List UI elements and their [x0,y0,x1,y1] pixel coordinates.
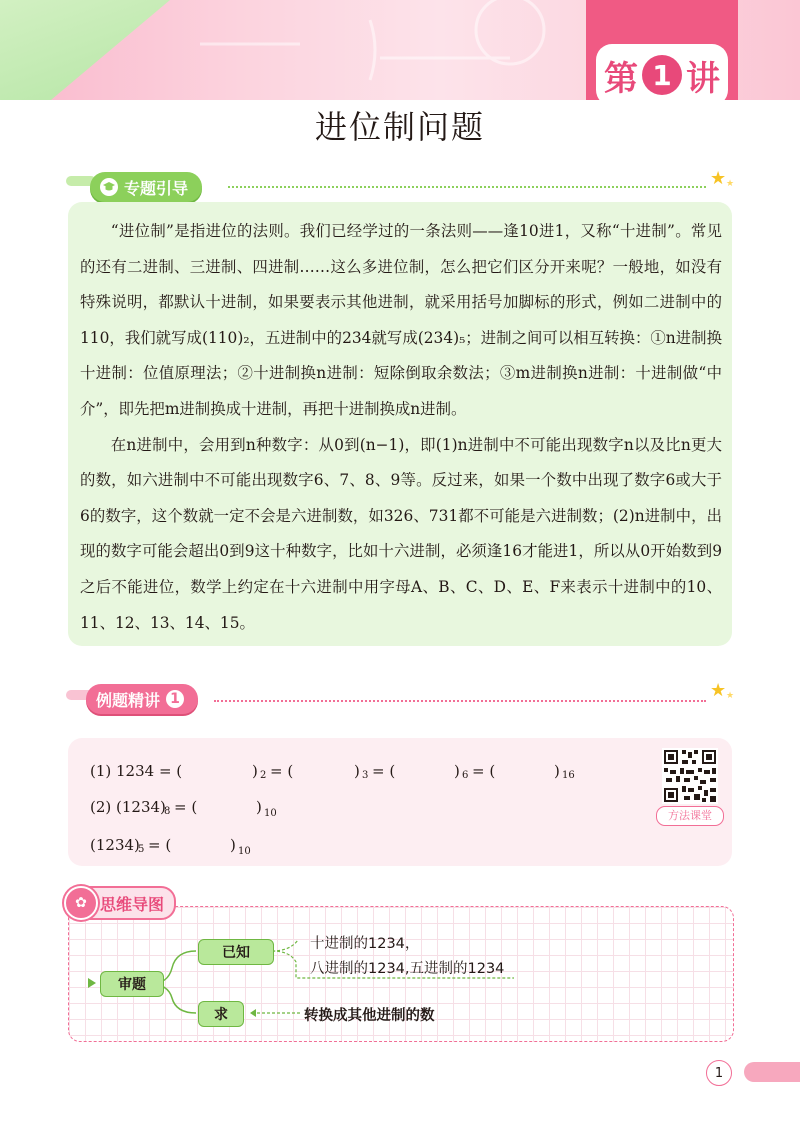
line3-sub-base10: 10 [238,846,251,857]
known-text-line-2: 八进制的1234,五进制的1234 [310,961,505,977]
line1-sub-base16: 16 [562,770,575,781]
line2-eq: = ( [174,798,198,816]
line1-eq2: = ( [270,762,294,780]
line2-sub-base8: 8 [164,806,171,817]
node-ask: 求 [198,1001,244,1027]
line3-eq: = ( [148,836,172,854]
node-root: 审题 [100,971,164,997]
line2-close: ) [256,798,262,816]
connector-known-text1 [272,940,298,951]
star-icon: ★ [710,680,727,701]
line1-close-base6: ) [454,762,460,780]
line1-close-base3: ) [354,762,360,780]
known-text-line-1: 十进制的1234， [310,936,420,952]
page-number: 1 [706,1060,732,1086]
brain-icon: ✿ [64,886,98,920]
mindmap-section-label: 思维导图 [100,894,165,914]
example-section-label: 例题精讲 [96,690,161,710]
line1-start: (1) 1234 = ( [90,762,183,780]
ask-text: 转换成其他进制的数 [304,1008,435,1024]
line1-sub-base2: 2 [260,770,267,781]
line1-eq3: = ( [372,762,396,780]
intro-paragraph-2: 在n进制中，会用到n种数字：从0到(n−1)，即(1)n进制中不可能出现数字n以及比n更大的数，如六进制中不可能出现数字6、7、8、9等。反过来，如果一个数中出现了数字6或大于6的数字，这个数就一定不会是六进制数，如326、731都不可能是六进制数；(2)n进制中，出现的数字可能会超出0到9这十种数字，比如十六进制，必须逢16才能进1，所以从0开始数到9之后不能进位，数学上约定在十六进制中用字母A、B、C、D、E、F来表示十进制中的10、11、12、13、14、15。 [80,435,722,632]
footer-bar [744,1062,800,1082]
line2-sub-base10: 10 [264,808,277,819]
line1-close-base2: ) [252,762,258,780]
line3-sub-base5: 5 [138,844,145,855]
star-icon: ★ [710,168,727,189]
page-title: 进位制问题 [314,108,485,146]
arrow-right-icon [88,978,96,988]
line1-sub-base3: 3 [362,770,369,781]
lecture-prefix: 第 [604,58,638,99]
intro-section-label: 专题引导 [124,178,189,198]
arrow-left-icon [250,1009,256,1017]
line3-start: (1234) [90,836,140,854]
lecture-suffix: 讲 [686,58,720,99]
intro-paragraph-1: “进位制”是指进位的法则。我们已经学过的一条法则——逢10进1，又称“十进制”。常见的还有二进制、三进制、四进制……这么多进位制，怎么把它们区分开来呢？一般地，如没有特殊说明，都默认十进制，如果要表示其他进制，就采用括号加脚标的形式，例如二进制中的110，我们就写成(110)₂，五进制中的234就写成(234)₅；进制之间可以相互转换：①n进制换十进制：位值原理法；②十进制换n进制：短除倒取余数法；③m进制换n进制：十进制做“中介”，即先把m进制换成十进制，再把十进制换成n进制。 [80,222,722,418]
line3-close: ) [230,836,236,854]
lecture-number: 1 [642,55,682,95]
small-star-icon: ★ [726,691,735,701]
line1-sub-base6: 6 [462,770,469,781]
small-star-icon: ★ [726,179,735,189]
line1-eq6: = ( [472,762,496,780]
qr-label[interactable]: 方法课堂 [656,806,724,826]
node-known: 已知 [198,939,274,965]
line1-close-base16: ) [554,762,560,780]
example-section-number: 1 [166,690,184,708]
line2-start: (2) (1234) [90,798,166,816]
